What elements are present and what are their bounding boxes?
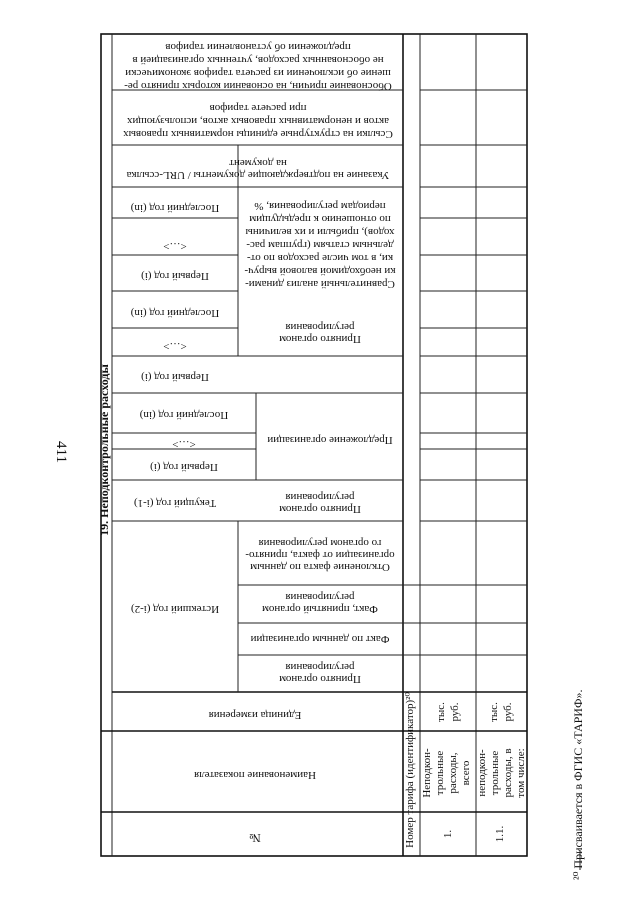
svg-text:дельным статьям (группам рас-: дельным статьям (группам рас- xyxy=(246,239,394,251)
header-justification-3: не обоснованных расходов, учтенных организацией в xyxy=(132,54,384,66)
header-accepted-last-year: Последний год (in) xyxy=(130,307,220,319)
row-1-name xyxy=(421,748,472,798)
header-unit: Единица измерения xyxy=(208,709,302,721)
header-accepted-reg3-2: регулирования xyxy=(285,321,355,333)
header-accepted-reg2-1: Принято органом xyxy=(279,503,361,515)
svg-text:руб.: руб. xyxy=(449,702,461,722)
row-2-name xyxy=(476,748,527,797)
header-justification-4: предложении об установлении тарифов xyxy=(165,41,351,53)
header-deviation-3: го органом регулирования xyxy=(258,537,382,549)
row-1-unit xyxy=(435,702,461,722)
svg-text:ки необходимой валовой выруч-: ки необходимой валовой выруч- xyxy=(244,265,396,277)
svg-text:руб.: руб. xyxy=(502,702,514,722)
header-tariff-number: Номер тарифа (идентификатор)²⁰ xyxy=(404,692,416,848)
header-deviation-1: Отклонение факта по данным xyxy=(250,561,390,573)
svg-text:тыс.: тыс. xyxy=(488,702,500,722)
svg-text:всего: всего xyxy=(460,760,472,786)
svg-text:ки, в том числе расходов по от: ки, в том числе расходов по от- xyxy=(246,252,394,264)
header-num: № xyxy=(249,831,261,845)
header-accepted-reg-1: Принято органом xyxy=(279,673,361,685)
svg-text:Неподкон-: Неподкон- xyxy=(421,748,433,798)
svg-text:том числе:: том числе: xyxy=(515,748,527,798)
header-comparative-last-year: Последний год (in) xyxy=(130,202,220,214)
header-links-1: Ссылки на структурные единицы нормативных правовых xyxy=(123,128,393,140)
header-url-docs-2: на документ xyxy=(229,157,287,169)
row-2-unit xyxy=(488,702,514,722)
header-fact-reg-2: регулирования xyxy=(285,591,355,603)
header-accepted-reg3-1: Принято органом xyxy=(279,333,361,345)
svg-text:расходы, в: расходы, в xyxy=(502,748,514,798)
header-current-year: Текущий год (i-1) xyxy=(133,497,217,509)
header-name: Наименование показателя xyxy=(194,769,316,781)
header-accepted-reg2-2: регулирования xyxy=(285,491,355,503)
header-links-2: актов и ненормативных правовых актов, использующих xyxy=(126,115,390,127)
svg-text:неподкон-: неподкон- xyxy=(476,749,488,797)
svg-text:Сравнительный анализ динами-: Сравнительный анализ динами- xyxy=(245,278,395,290)
svg-text:трольные: трольные xyxy=(489,750,501,796)
header-accepted-dots: <…> xyxy=(163,340,187,352)
header-proposal-first-year: Первый год (i) xyxy=(150,461,218,473)
header-proposal-dots: <…> xyxy=(172,438,196,450)
svg-text:трольные: трольные xyxy=(434,750,446,796)
header-justification-2: шение об исключении из расчета тарифов экономически xyxy=(125,67,391,79)
header-accepted-first-year: Первый год (i) xyxy=(141,371,209,383)
page-number: 411 xyxy=(53,441,69,463)
header-url-docs-1: Указание на подтверждающие документы / URL-ссылка xyxy=(126,169,390,181)
row-2-num: 1.1. xyxy=(494,825,506,843)
header-fact-reg-1: Факт, принятый органом xyxy=(262,603,378,615)
svg-text:периодам регулирования, %: периодам регулирования, % xyxy=(254,200,386,212)
svg-text:тыс.: тыс. xyxy=(435,702,447,722)
footnote: ²⁰ Присваивается в ФГИС «ТАРИФ». xyxy=(571,689,585,880)
svg-text:расходы,: расходы, xyxy=(447,752,459,794)
header-fact-org: Факт по данным организации xyxy=(250,633,390,645)
header-proposal: Предложение организации xyxy=(267,434,393,446)
row-1-num: 1. xyxy=(442,829,454,839)
header-proposal-last-year: Последний год (in) xyxy=(139,409,229,421)
header-comparative-first-year: Первый год (i) xyxy=(141,270,209,282)
svg-text:по отношению к предыдущим: по отношению к предыдущим xyxy=(249,213,391,225)
header-comparative-dots: <…> xyxy=(163,240,187,252)
header-comparative xyxy=(244,200,396,290)
header-deviation-2: организации от факта, принято- xyxy=(245,549,395,561)
header-expired-year: Истекший год (i-2) xyxy=(130,603,220,615)
section-title: 19. Неподконтрольные расходы xyxy=(97,364,111,536)
header-accepted-reg-2: регулирования xyxy=(285,661,355,673)
svg-text:ходов), прибыли и их величины: ходов), прибыли и их величины xyxy=(245,226,395,238)
header-links-3: при расчете тарифов xyxy=(209,102,307,114)
header-justification-1: Обоснование причин, на основании которых принято ре- xyxy=(124,80,392,92)
